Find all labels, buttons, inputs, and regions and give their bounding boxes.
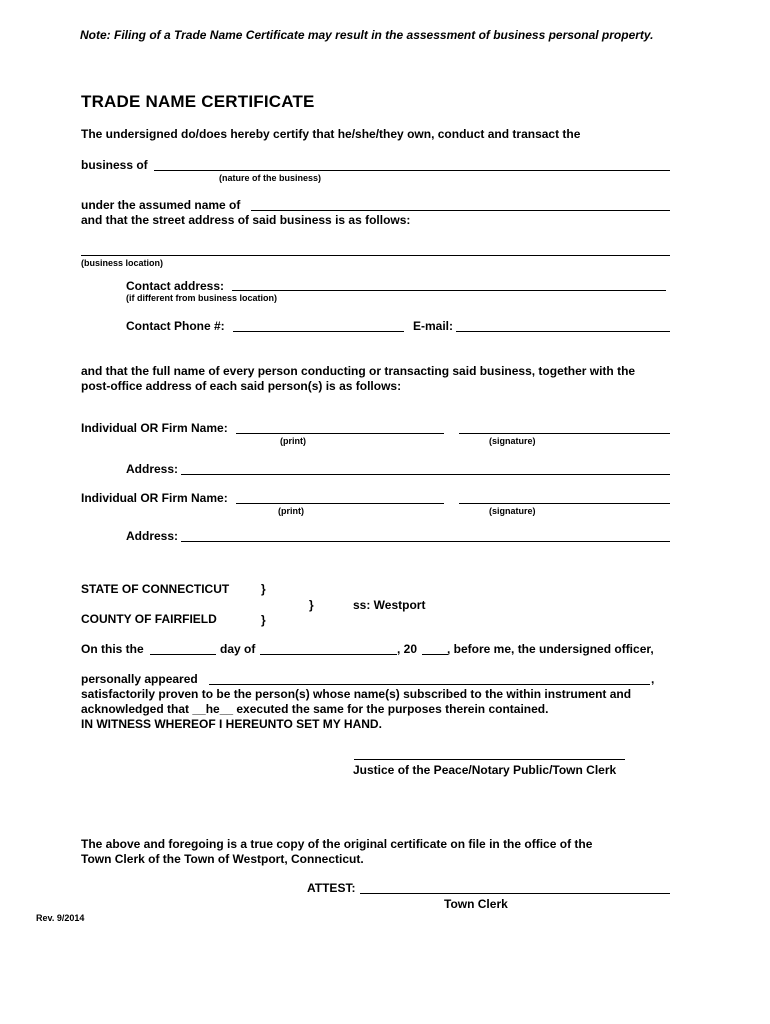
venue-brace-1: } [261, 582, 266, 596]
venue-brace-2: } [309, 598, 314, 612]
ack-on-this-the: On this the [81, 642, 144, 656]
venue-state: STATE OF CONNECTICUT [81, 582, 230, 596]
person-2-address-field[interactable] [181, 541, 670, 542]
venue-ss: ss: Westport [353, 598, 426, 612]
page-title: TRADE NAME CERTIFICATE [81, 92, 315, 111]
person-1-name-label: Individual OR Firm Name: [81, 421, 228, 435]
person-1-print-caption: (print) [280, 436, 306, 446]
email-label: E-mail: [413, 319, 454, 333]
intro-text: The undersigned do/does hereby certify that he/she/they own, conduct and transact the [81, 127, 581, 141]
person-2-signature-field[interactable] [459, 503, 670, 504]
ack-comma: , [651, 672, 655, 686]
persons-text-line-2: post-office address of each said person(s) is as follows: [81, 379, 402, 393]
business-of-field[interactable] [154, 170, 670, 171]
business-of-caption: (nature of the business) [219, 173, 322, 183]
officer-signature-field[interactable] [354, 759, 625, 760]
ack-day-of: day of [220, 642, 256, 656]
contact-phone-label: Contact Phone #: [126, 319, 225, 333]
person-2-signature-caption: (signature) [489, 506, 536, 516]
ack-year-prefix: , 20 [397, 642, 418, 656]
ack-before-me: , before me, the undersigned officer, [447, 642, 654, 656]
ack-line-3: IN WITNESS WHEREOF I HEREUNTO SET MY HAND. [81, 717, 382, 731]
venue-brace-3: } [261, 613, 266, 627]
attest-signature-field[interactable] [360, 893, 670, 894]
ack-line-1: satisfactorily proven to be the person(s) whose name(s) subscribed to the within instrument and [81, 687, 632, 701]
revision-label: Rev. 9/2014 [36, 913, 85, 923]
ack-personally-appeared: personally appeared [81, 672, 198, 686]
true-copy-line-1: The above and foregoing is a true copy of the original certificate on file in the office of the [81, 837, 593, 851]
ack-month-field[interactable] [260, 654, 397, 655]
person-2-address-label: Address: [126, 529, 179, 543]
contact-phone-field[interactable] [233, 331, 404, 332]
ack-day-field[interactable] [150, 654, 216, 655]
business-location-caption: (business location) [81, 258, 164, 268]
persons-text-line-1: and that the full name of every person conducting or transacting said business, together with the [81, 364, 636, 378]
email-field[interactable] [456, 331, 670, 332]
ack-year-field[interactable] [422, 654, 448, 655]
person-2-name-field[interactable] [236, 503, 444, 504]
ack-appeared-field[interactable] [209, 684, 650, 685]
contact-address-label: Contact address: [126, 279, 225, 293]
person-1-address-field[interactable] [181, 474, 670, 475]
person-1-signature-field[interactable] [459, 433, 670, 434]
attest-label: ATTEST: [307, 881, 356, 895]
assumed-name-field[interactable] [251, 210, 670, 211]
business-location-field[interactable] [81, 255, 670, 256]
person-1-name-field[interactable] [236, 433, 444, 434]
contact-address-caption: (if different from business location) [126, 293, 278, 303]
business-of-label: business of [81, 158, 148, 172]
ack-line-2: acknowledged that __he__ executed the same for the purposes therein contained. [81, 702, 549, 716]
contact-address-field[interactable] [232, 290, 666, 291]
person-1-signature-caption: (signature) [489, 436, 536, 446]
true-copy-line-2: Town Clerk of the Town of Westport, Connecticut. [81, 852, 364, 866]
person-2-name-label: Individual OR Firm Name: [81, 491, 228, 505]
person-1-address-label: Address: [126, 462, 179, 476]
filing-note: Note: Filing of a Trade Name Certificate may result in the assessment of business personal property. [80, 28, 654, 42]
assumed-name-label: under the assumed name of [81, 198, 241, 212]
officer-caption: Justice of the Peace/Notary Public/Town Clerk [353, 763, 617, 777]
town-clerk-caption: Town Clerk [444, 897, 508, 911]
person-2-print-caption: (print) [278, 506, 304, 516]
venue-county: COUNTY OF FAIRFIELD [81, 612, 217, 626]
street-address-text: and that the street address of said business is as follows: [81, 213, 411, 227]
